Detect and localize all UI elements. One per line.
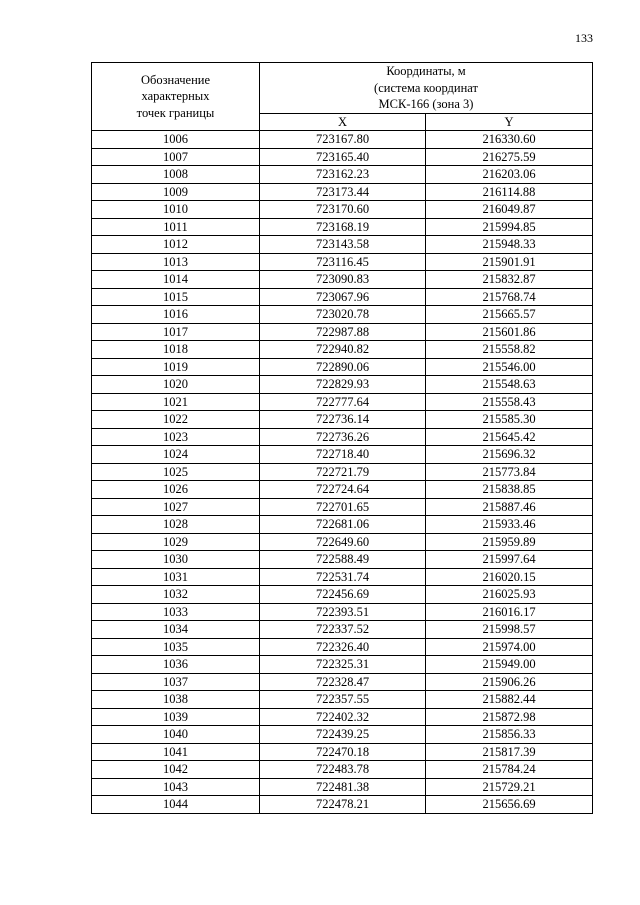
cell-y: 215546.00 [426,358,593,376]
cell-point-id: 1026 [92,481,260,499]
table-row [92,778,593,796]
cell-y: 215949.00 [426,656,593,674]
cell-x: 723168.19 [260,218,426,236]
cell-x: 722478.21 [260,796,426,814]
cell-y: 215974.00 [426,638,593,656]
cell-y: 216025.93 [426,586,593,604]
table-row [92,761,593,779]
cell-point-id: 1011 [92,218,260,236]
table-row [92,673,593,691]
cell-point-id: 1037 [92,673,260,691]
cell-x: 723143.58 [260,236,426,254]
cell-y: 215548.63 [426,376,593,394]
cell-x: 722439.25 [260,726,426,744]
cell-point-id: 1033 [92,603,260,621]
cell-x: 722325.31 [260,656,426,674]
table-row [92,743,593,761]
header-label-line: точек границы [136,105,215,120]
cell-x: 723020.78 [260,306,426,324]
cell-x: 722777.64 [260,393,426,411]
page-number: 133 [575,31,593,45]
table-row [92,708,593,726]
cell-y: 215948.33 [426,236,593,254]
table-row [92,568,593,586]
cell-x: 722337.52 [260,621,426,639]
cell-point-id: 1007 [92,148,260,166]
cell-x: 722987.88 [260,323,426,341]
cell-point-id: 1016 [92,306,260,324]
cell-point-id: 1042 [92,761,260,779]
table-row [92,166,593,184]
header-label-line: Обозначение [140,72,211,87]
table-row [92,498,593,516]
table-row [92,726,593,744]
header-y: Y [426,113,593,131]
cell-point-id: 1028 [92,516,260,534]
table-row [92,428,593,446]
header-coordinates [260,63,593,114]
cell-point-id: 1023 [92,428,260,446]
cell-x: 722736.26 [260,428,426,446]
cell-x: 722481.38 [260,778,426,796]
cell-point-id: 1013 [92,253,260,271]
cell-x: 723173.44 [260,183,426,201]
cell-point-id: 1010 [92,201,260,219]
table-row [92,533,593,551]
cell-x: 722470.18 [260,743,426,761]
cell-point-id: 1036 [92,656,260,674]
cell-y: 216049.87 [426,201,593,219]
table-row [92,148,593,166]
cell-y: 215997.64 [426,551,593,569]
table-row [92,796,593,814]
cell-y: 215906.26 [426,673,593,691]
header-coords-line: Координаты, м [386,64,466,78]
cell-y: 215665.57 [426,306,593,324]
cell-y: 216016.17 [426,603,593,621]
cell-point-id: 1017 [92,323,260,341]
cell-point-id: 1006 [92,131,260,149]
cell-point-id: 1022 [92,411,260,429]
table-row [92,516,593,534]
cell-y: 216020.15 [426,568,593,586]
cell-x: 722456.69 [260,586,426,604]
cell-x: 722940.82 [260,341,426,359]
table-row [92,358,593,376]
cell-y: 215882.44 [426,691,593,709]
table-row [92,621,593,639]
cell-x: 722483.78 [260,761,426,779]
cell-point-id: 1025 [92,463,260,481]
header-x: X [260,113,426,131]
cell-x: 722718.40 [260,446,426,464]
cell-y: 215817.39 [426,743,593,761]
cell-point-id: 1014 [92,271,260,289]
cell-y: 215933.46 [426,516,593,534]
cell-y: 215773.84 [426,463,593,481]
cell-x: 722701.65 [260,498,426,516]
cell-x: 722736.14 [260,411,426,429]
table-row [92,393,593,411]
cell-y: 215784.24 [426,761,593,779]
cell-y: 215585.30 [426,411,593,429]
cell-y: 216330.60 [426,131,593,149]
table-row [92,463,593,481]
cell-x: 722393.51 [260,603,426,621]
header-label-line: характерных [141,89,210,104]
cell-y: 215998.57 [426,621,593,639]
cell-y: 215994.85 [426,218,593,236]
cell-x: 722326.40 [260,638,426,656]
cell-y: 216275.59 [426,148,593,166]
cell-x: 723170.60 [260,201,426,219]
table-row [92,376,593,394]
cell-point-id: 1012 [92,236,260,254]
cell-point-id: 1038 [92,691,260,709]
cell-point-id: 1009 [92,183,260,201]
cell-x: 723167.80 [260,131,426,149]
cell-y: 215856.33 [426,726,593,744]
cell-y: 215768.74 [426,288,593,306]
table-row [92,411,593,429]
cell-y: 216114.88 [426,183,593,201]
cell-y: 215872.98 [426,708,593,726]
cell-x: 722588.49 [260,551,426,569]
cell-point-id: 1015 [92,288,260,306]
cell-point-id: 1030 [92,551,260,569]
cell-x: 722357.55 [260,691,426,709]
table-row [92,306,593,324]
cell-point-id: 1008 [92,166,260,184]
cell-x: 722328.47 [260,673,426,691]
cell-y: 215558.82 [426,341,593,359]
cell-y: 215558.43 [426,393,593,411]
cell-point-id: 1035 [92,638,260,656]
cell-x: 723090.83 [260,271,426,289]
cell-point-id: 1044 [92,796,260,814]
cell-point-id: 1029 [92,533,260,551]
cell-point-id: 1019 [92,358,260,376]
cell-x: 722724.64 [260,481,426,499]
cell-point-id: 1024 [92,446,260,464]
table-row [92,218,593,236]
cell-y: 215645.42 [426,428,593,446]
cell-point-id: 1020 [92,376,260,394]
header-coords-line: (система координат [374,80,478,95]
cell-x: 723067.96 [260,288,426,306]
cell-point-id: 1039 [92,708,260,726]
header-coords-line: МСК-166 (зона 3) [378,97,474,111]
table-row [92,446,593,464]
table-row [92,586,593,604]
cell-x: 723116.45 [260,253,426,271]
table-row [92,656,593,674]
cell-x: 722681.06 [260,516,426,534]
table-row [92,481,593,499]
cell-x: 722649.60 [260,533,426,551]
cell-point-id: 1032 [92,586,260,604]
header-point-label [92,63,260,131]
table-row [92,551,593,569]
cell-y: 215832.87 [426,271,593,289]
cell-point-id: 1041 [92,743,260,761]
cell-point-id: 1021 [92,393,260,411]
table-row [92,201,593,219]
cell-point-id: 1040 [92,726,260,744]
cell-x: 723162.23 [260,166,426,184]
cell-x: 723165.40 [260,148,426,166]
table-body [92,131,593,814]
table-row [92,288,593,306]
cell-y: 215887.46 [426,498,593,516]
cell-point-id: 1031 [92,568,260,586]
table-row [92,691,593,709]
table-row [92,323,593,341]
coordinates-table [91,62,593,814]
cell-x: 722829.93 [260,376,426,394]
table-row [92,131,593,149]
table-row [92,603,593,621]
cell-point-id: 1043 [92,778,260,796]
table-row [92,271,593,289]
cell-y: 215838.85 [426,481,593,499]
cell-y: 215696.32 [426,446,593,464]
cell-x: 722890.06 [260,358,426,376]
cell-y: 215729.21 [426,778,593,796]
table-row [92,183,593,201]
cell-x: 722402.32 [260,708,426,726]
table-row [92,341,593,359]
cell-point-id: 1018 [92,341,260,359]
cell-x: 722531.74 [260,568,426,586]
table-row [92,253,593,271]
cell-y: 215656.69 [426,796,593,814]
cell-y: 216203.06 [426,166,593,184]
cell-point-id: 1034 [92,621,260,639]
table-row [92,236,593,254]
table-header [92,63,593,131]
table-row [92,638,593,656]
cell-y: 215959.89 [426,533,593,551]
cell-x: 722721.79 [260,463,426,481]
cell-point-id: 1027 [92,498,260,516]
cell-y: 215601.86 [426,323,593,341]
cell-y: 215901.91 [426,253,593,271]
